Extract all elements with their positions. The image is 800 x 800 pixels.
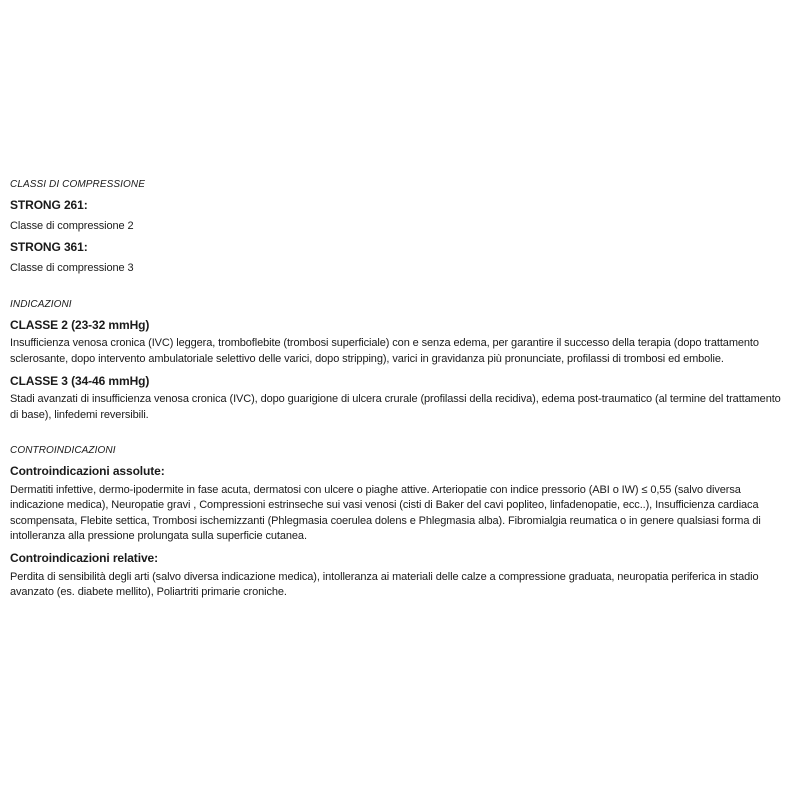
section-compression-classes bbox=[10, 177, 786, 277]
subheading-class-3: CLASSE 3 (34-46 mmHg) bbox=[10, 373, 150, 388]
section-heading-contraindications: CONTROINDICAZIONI bbox=[10, 445, 116, 456]
subheading-class-2: CLASSE 2 (23-32 mmHg) bbox=[10, 317, 150, 332]
subheading-relative-contraindications: Controindicazioni relative: bbox=[10, 551, 158, 565]
paragraph-class-2-indications: Insufficienza venosa cronica (IVC) leggera, tromboflebite (trombosi superficiale) con e senza edema, per garantire il successo della terapia (dopo trattamento sclerosante, dopo intervento ambulatoriale selettivo delle varici, dopo stripping), varici in gravidanza più pronunciate, profilassi di trombosi ed embolie. bbox=[10, 337, 759, 365]
product-class-strong-261: Classe di compressione 2 bbox=[10, 220, 134, 232]
paragraph-relative-contraindications: Perdita di sensibilità degli arti (salvo diversa indicazione medica), intolleranza ai materiali delle calze a compressione graduata, neuropatia periferica in stadio avanzato (es. diabete mellito), Poliartriti primarie croniche. bbox=[10, 570, 759, 598]
section-heading-compression-classes: CLASSI DI COMPRESSIONE bbox=[10, 179, 146, 190]
product-label-strong-261: STRONG 261: bbox=[10, 198, 88, 212]
section-indications bbox=[10, 297, 786, 424]
subheading-absolute-contraindications: Controindicazioni assolute: bbox=[10, 464, 165, 478]
product-label-strong-361: STRONG 361: bbox=[10, 240, 88, 254]
paragraph-class-3-indications: Stadi avanzati di insufficienza venosa cronica (IVC), dopo guarigione di ulcera crurale (profilassi della recidiva), edema post-traumatico (al termine del trattamento di base), linfedemi reversibili. bbox=[10, 393, 781, 421]
section-heading-indications: INDICAZIONI bbox=[10, 298, 72, 310]
paragraph-absolute-contraindications: Dermatiti infettive, dermo-ipodermite in fase acuta, dermatosi con ulcere o piaghe attive. Arteriopatie con indice pressorio (ABI o IW) ≤ 0,55 (salvo diversa indicazione medica), Neuropatie gravi , Compressioni estrinseche sui vasi venosi (cisti di Baker del cavi popliteo, linfadenopatie, ecc..), Insufficienza cardiaca scompensata, Flebite settica, Trombosi ischemizzanti (Phlegmasia coerulea dolens e Phlegmasia alba). Fibromialgia reumatica o in genere qualsiasi forma di intolleranza alla pressione prolungata sulla superficie cutanea. bbox=[10, 483, 761, 542]
product-class-strong-361: Classe di compressione 3 bbox=[10, 262, 134, 274]
section-contraindications bbox=[10, 443, 786, 601]
